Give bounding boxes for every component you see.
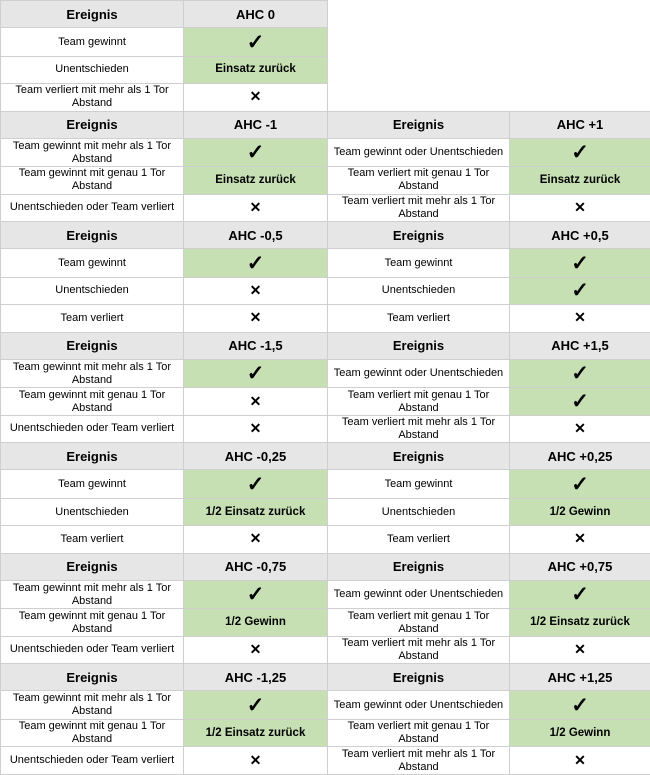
check-icon: ✓ <box>246 141 265 165</box>
event-label: Unentschieden oder Team verliert <box>1 415 184 442</box>
column-header-ereignis: Ereignis <box>328 332 510 359</box>
event-label: Team verliert mit genau 1 Tor Abstand <box>328 167 510 194</box>
outcome-cell: Einsatz zurück <box>184 56 328 83</box>
header-row <box>1 553 650 580</box>
outcome-cell: 1/2 Einsatz zurück <box>184 719 328 746</box>
check-icon: ✓ <box>246 472 265 496</box>
column-header-ereignis: Ereignis <box>328 222 510 249</box>
outcome-cell <box>184 580 328 608</box>
event-label: Team gewinnt mit genau 1 Tor Abstand <box>1 388 184 415</box>
outcome-cell <box>510 138 650 166</box>
event-label: Team gewinnt <box>1 249 184 277</box>
table-title-p15: AHC +1,5 <box>510 332 650 359</box>
outcome-cell <box>184 249 328 277</box>
column-header-ereignis: Ereignis <box>1 443 184 470</box>
check-icon: ✓ <box>246 30 265 54</box>
outcome-cell <box>184 194 328 221</box>
event-label: Team gewinnt <box>1 28 184 56</box>
event-label: Unentschieden oder Team verliert <box>1 194 184 221</box>
table-row <box>1 415 650 442</box>
column-header-ereignis: Ereignis <box>1 1 184 28</box>
table-title-p125: AHC +1,25 <box>510 664 650 691</box>
outcome-cell <box>184 359 328 387</box>
event-label: Unentschieden oder Team verliert <box>1 747 184 775</box>
event-label: Team verliert mit genau 1 Tor Abstand <box>328 609 510 636</box>
check-icon: ✓ <box>571 390 589 413</box>
empty-space <box>328 84 650 111</box>
outcome-cell <box>510 526 650 553</box>
column-header-ereignis: Ereignis <box>1 553 184 580</box>
event-label: Team gewinnt mit genau 1 Tor Abstand <box>1 719 184 746</box>
column-header-ereignis: Ereignis <box>1 332 184 359</box>
event-label: Team gewinnt mit mehr als 1 Tor Abstand <box>1 138 184 166</box>
outcome-cell: 1/2 Einsatz zurück <box>510 609 650 636</box>
table-row <box>1 747 650 775</box>
empty-space <box>328 1 650 28</box>
cross-icon: ✕ <box>249 640 262 657</box>
event-label: Unentschieden oder Team verliert <box>1 636 184 663</box>
table-row <box>1 359 650 387</box>
outcome-cell <box>510 691 650 719</box>
table-row <box>1 388 650 415</box>
table-row <box>1 305 650 332</box>
event-label: Team verliert mit mehr als 1 Tor Abstand <box>328 194 510 221</box>
column-header-ereignis: Ereignis <box>328 111 510 138</box>
outcome-cell <box>184 138 328 166</box>
outcome-cell <box>184 526 328 553</box>
outcome-cell <box>510 388 650 415</box>
outcome-cell: 1/2 Einsatz zurück <box>184 498 328 525</box>
event-label: Unentschieden <box>328 277 510 304</box>
event-label: Unentschieden <box>1 277 184 304</box>
table-row <box>1 277 650 304</box>
event-label: Team gewinnt <box>328 470 510 498</box>
table-title-p05: AHC +0,5 <box>510 222 650 249</box>
check-icon: ✓ <box>571 472 589 496</box>
cross-icon: ✕ <box>574 751 586 768</box>
event-label: Team verliert <box>1 526 184 553</box>
table-row <box>1 470 650 498</box>
event-label: Team gewinnt mit genau 1 Tor Abstand <box>1 609 184 636</box>
table-title-p075: AHC +0,75 <box>510 553 650 580</box>
check-icon: ✓ <box>246 251 265 275</box>
table-title-m15: AHC -1,5 <box>184 332 328 359</box>
outcome-cell <box>184 636 328 663</box>
table-row <box>1 167 650 194</box>
column-header-ereignis: Ereignis <box>328 553 510 580</box>
outcome-cell <box>510 359 650 387</box>
table-row <box>1 138 650 166</box>
outcome-cell: 1/2 Gewinn <box>184 609 328 636</box>
empty-space <box>328 56 650 83</box>
outcome-cell <box>510 194 650 221</box>
cross-icon: ✕ <box>574 640 586 657</box>
event-label: Unentschieden <box>1 498 184 525</box>
event-label: Team gewinnt mit genau 1 Tor Abstand <box>1 167 184 194</box>
outcome-cell <box>510 305 650 332</box>
outcome-cell: Einsatz zurück <box>510 167 650 194</box>
event-label: Unentschieden <box>1 56 184 83</box>
event-label: Team gewinnt oder Unentschieden <box>328 359 510 387</box>
event-label: Team verliert mit genau 1 Tor Abstand <box>328 719 510 746</box>
event-label: Team verliert <box>328 526 510 553</box>
header-row <box>1 332 650 359</box>
table-row <box>1 498 650 525</box>
event-label: Team verliert mit mehr als 1 Tor Abstand <box>1 84 184 111</box>
event-label: Unentschieden <box>328 498 510 525</box>
outcome-cell <box>510 747 650 775</box>
column-header-ereignis: Ereignis <box>1 111 184 138</box>
cross-icon: ✕ <box>249 198 262 215</box>
column-header-ereignis: Ereignis <box>328 443 510 470</box>
table-row <box>1 526 650 553</box>
outcome-cell <box>184 470 328 498</box>
cross-icon: ✕ <box>249 751 262 768</box>
cross-icon: ✕ <box>249 309 262 326</box>
header-row <box>1 664 650 691</box>
outcome-cell <box>184 415 328 442</box>
outcome-cell <box>510 415 650 442</box>
table-title-m1: AHC -1 <box>184 111 328 138</box>
cross-icon: ✕ <box>574 198 586 215</box>
cross-icon: ✕ <box>249 88 262 105</box>
column-header-ereignis: Ereignis <box>1 664 184 691</box>
check-icon: ✓ <box>571 279 589 303</box>
header-row <box>1 111 650 138</box>
outcome-cell: Einsatz zurück <box>184 167 328 194</box>
event-label: Team gewinnt mit mehr als 1 Tor Abstand <box>1 359 184 387</box>
table-row <box>1 691 650 719</box>
event-label: Team gewinnt <box>328 249 510 277</box>
event-label: Team verliert mit mehr als 1 Tor Abstand <box>328 747 510 775</box>
event-label: Team verliert <box>1 305 184 332</box>
event-label: Team verliert <box>328 305 510 332</box>
check-icon: ✓ <box>246 362 265 386</box>
header-row <box>1 443 650 470</box>
event-label: Team gewinnt mit mehr als 1 Tor Abstand <box>1 691 184 719</box>
cross-icon: ✕ <box>574 309 586 326</box>
check-icon: ✓ <box>571 583 589 607</box>
outcome-cell <box>184 691 328 719</box>
table-row <box>1 28 650 56</box>
column-header-ereignis: Ereignis <box>328 664 510 691</box>
header-row <box>1 222 650 249</box>
table-title-ahc0: AHC 0 <box>184 1 328 28</box>
event-label: Team gewinnt mit mehr als 1 Tor Abstand <box>1 580 184 608</box>
event-label: Team gewinnt oder Unentschieden <box>328 138 510 166</box>
cross-icon: ✕ <box>574 419 586 436</box>
outcome-cell <box>184 388 328 415</box>
table-row <box>1 580 650 608</box>
outcome-cell <box>184 747 328 775</box>
table-title-m075: AHC -0,75 <box>184 553 328 580</box>
event-label: Team gewinnt oder Unentschieden <box>328 580 510 608</box>
table-title-m05: AHC -0,5 <box>184 222 328 249</box>
outcome-cell <box>184 305 328 332</box>
check-icon: ✓ <box>571 362 589 386</box>
cross-icon: ✕ <box>574 530 586 547</box>
outcome-cell <box>510 580 650 608</box>
outcome-cell <box>510 636 650 663</box>
check-icon: ✓ <box>246 693 265 717</box>
cross-icon: ✕ <box>249 392 262 409</box>
table-row <box>1 719 650 746</box>
empty-space <box>328 28 650 56</box>
column-header-ereignis: Ereignis <box>1 222 184 249</box>
cross-icon: ✕ <box>249 281 262 298</box>
table-title-m025: AHC -0,25 <box>184 443 328 470</box>
check-icon: ✓ <box>246 583 265 607</box>
table-row <box>1 194 650 221</box>
table-row <box>1 636 650 663</box>
outcome-cell <box>184 277 328 304</box>
outcome-cell <box>510 277 650 304</box>
outcome-cell <box>510 470 650 498</box>
cross-icon: ✕ <box>249 419 262 436</box>
outcome-cell: 1/2 Gewinn <box>510 498 650 525</box>
check-icon: ✓ <box>571 693 589 717</box>
event-label: Team verliert mit genau 1 Tor Abstand <box>328 388 510 415</box>
table-row <box>1 609 650 636</box>
table-row <box>1 84 650 111</box>
table-title-p025: AHC +0,25 <box>510 443 650 470</box>
outcome-cell <box>184 84 328 111</box>
table-row <box>1 56 650 83</box>
check-icon: ✓ <box>571 251 589 275</box>
table-title-p1: AHC +1 <box>510 111 650 138</box>
table-title-m125: AHC -1,25 <box>184 664 328 691</box>
outcome-cell <box>510 249 650 277</box>
outcome-cell <box>184 28 328 56</box>
event-label: Team gewinnt <box>1 470 184 498</box>
cross-icon: ✕ <box>249 530 262 547</box>
event-label: Team verliert mit mehr als 1 Tor Abstand <box>328 415 510 442</box>
outcome-cell: 1/2 Gewinn <box>510 719 650 746</box>
table-row <box>1 249 650 277</box>
header-row <box>1 1 650 28</box>
check-icon: ✓ <box>571 141 589 165</box>
event-label: Team verliert mit mehr als 1 Tor Abstand <box>328 636 510 663</box>
event-label: Team gewinnt oder Unentschieden <box>328 691 510 719</box>
